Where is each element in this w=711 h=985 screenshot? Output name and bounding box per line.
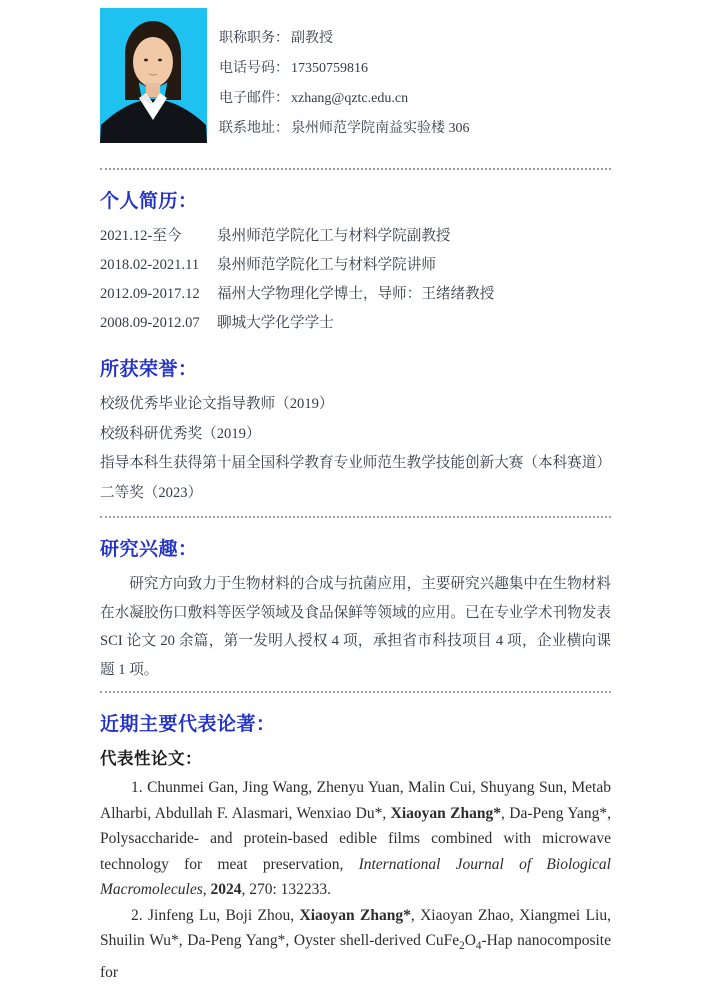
section-heading-honors: 所获荣誉：: [100, 354, 611, 381]
subheading-representative-papers: 代表性论文：: [100, 745, 611, 769]
resume-detail: 泉州师范学院化工与材料学院副教授: [217, 222, 611, 251]
section-heading-publications: 近期主要代表论著：: [100, 709, 611, 736]
contact-value: xzhang@qztc.edu.cn: [291, 91, 408, 106]
resume-period: 2008.09-2012.07: [100, 309, 217, 338]
contact-value: 17350759816: [291, 61, 368, 76]
honors-list: [100, 390, 611, 508]
contact-label: 电子邮件：: [219, 91, 289, 106]
resume-period: 2018.02-2021.11: [100, 251, 217, 280]
resume-entry: [100, 280, 611, 309]
dotted-divider-2: [100, 516, 611, 518]
resume-entry: [100, 222, 611, 251]
contact-label: 职称职务：: [219, 31, 289, 46]
contact-row-email: [219, 84, 470, 114]
honor-item: 指导本科生获得第十届全国科学教育专业师范生教学技能创新大赛（本科赛道）二等奖（2023）: [100, 449, 611, 508]
resume-list: [100, 222, 611, 338]
contact-label: 电话号码：: [219, 61, 289, 76]
contact-row-title: [219, 24, 470, 54]
contact-value: 副教授: [291, 31, 333, 46]
resume-period: 2021.12-至今: [100, 222, 217, 251]
paper-citation-1: 1. Chunmei Gan, Jing Wang, Zhenyu Yuan, Malin Cui, Shuyang Sun, Metab Alharbi, Abdullah F. Alasmari, Wenxiao Du*, Xiaoyan Zhang*, Da-Peng Yang*, Polysaccharide- and protein-based edible films combined with microwave technology for meat preservation, International Journal of Biological Macromolecules, 2024, 270: 132233.: [100, 775, 611, 903]
resume-entry: [100, 309, 611, 338]
resume-detail: 泉州师范学院化工与材料学院讲师: [217, 251, 611, 280]
resume-period: 2012.09-2017.12: [100, 280, 217, 309]
interests-paragraph: 研究方向致力于生物材料的合成与抗菌应用，主要研究兴趣集中在生物材料在水凝胶伤口敷料等医学领域及食品保鲜等领域的应用。已在专业学术刊物发表 SCI 论文 20 余篇，第一发明人授权 4 项，承担省市科技项目 4 项，企业横向课题 1 项。: [100, 570, 611, 684]
resume-entry: [100, 251, 611, 280]
dotted-divider-3: [100, 691, 611, 693]
dotted-divider-1: [100, 168, 611, 170]
contact-value: 泉州师范学院南益实验楼 306: [291, 121, 470, 136]
portrait-illustration: [100, 8, 207, 143]
profile-header: [100, 8, 611, 144]
honor-item: 校级优秀毕业论文指导教师（2019）: [100, 390, 611, 420]
resume-detail: 福州大学物理化学博士，导师：王绪绪教授: [217, 280, 611, 309]
honor-item: 校级科研优秀奖（2019）: [100, 420, 611, 450]
contact-label: 联系地址：: [219, 121, 289, 136]
paper-citation-2: 2. Jinfeng Lu, Boji Zhou, Xiaoyan Zhang*, Xiaoyan Zhao, Xiangmei Liu, Shuilin Wu*, Da-Peng Yang*, Oyster shell-derived $CuFe_2O_4$-Hap nanocomposite for: [100, 903, 611, 985]
resume-detail: 聊城大学化学学士: [217, 309, 611, 338]
section-heading-interests: 研究兴趣：: [100, 534, 611, 561]
portrait-photo: [100, 8, 207, 143]
contact-row-address: [219, 114, 470, 144]
contact-info: [219, 24, 470, 144]
section-heading-resume: 个人简历：: [100, 186, 611, 213]
contact-row-phone: [219, 54, 470, 84]
